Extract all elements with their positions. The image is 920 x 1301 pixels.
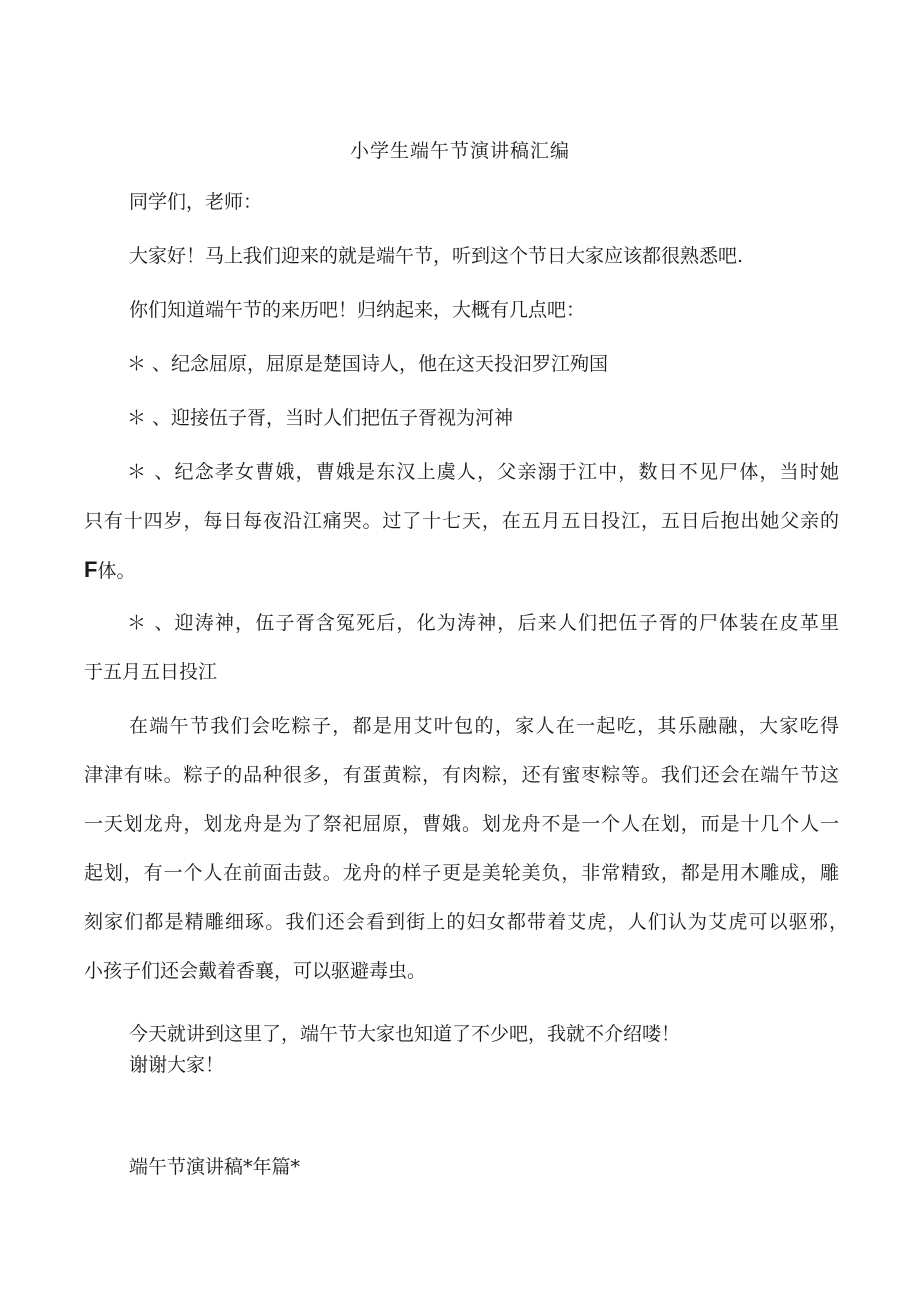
point-4-line-2: 于五月五日投江 xyxy=(84,661,218,683)
hello-paragraph: 大家好！马上我们迎来的就是端午节，听到这个节日大家应该都很熟悉吧. xyxy=(129,245,744,267)
body-line-1: 在端午节我们会吃粽子，都是用艾叶包的，家人在一起吃，其乐融融，大家吃得 xyxy=(129,715,839,737)
body-line-6: 小孩子们还会戴着香襄，可以驱避毒虫。 xyxy=(84,960,427,982)
closing-paragraph: 今天就讲到这里了，端午节大家也知道了不少吧，我就不介绍喽！ xyxy=(129,1023,681,1045)
next-section-title: 端午节演讲稿*年篇* xyxy=(129,1156,301,1178)
point-3-line-1: ＊ 、纪念孝女曹娥，曹娥是东汉上虞人，父亲溺于江中，数日不见尸体，当时她 xyxy=(127,461,839,483)
body-line-5: 刻家们都是精雕细琢。我们还会看到街上的妇女都带着艾虎，人们认为艾虎可以驱邪， xyxy=(84,911,848,933)
list-item-point-2: ＊ 、迎接伍子胥，当时人们把伍子胥视为河神 xyxy=(127,407,514,429)
list-item-point-1: ＊ 、纪念屈原，屈原是楚国诗人，他在这天投汩罗江殉国 xyxy=(127,353,609,375)
thanks-line: 谢谢大家！ xyxy=(129,1054,225,1076)
body-line-4: 起划，有一个人在前面击鼓。龙舟的样子更是美轮美负，非常精致，都是用木雕成，雕 xyxy=(84,862,839,884)
point-3-line-3 xyxy=(84,558,135,583)
point-3-glyph-f: F xyxy=(84,557,98,582)
intro-paragraph: 你们知道端午节的来历吧！归纳起来，大概有几点吧： xyxy=(129,299,586,321)
document-title: 小学生端午节演讲稿汇编 xyxy=(349,140,570,162)
point-4-line-1: ＊ 、迎涛神，伍子胥含冤死后，化为涛神，后来人们把伍子胥的尸体装在皮革里 xyxy=(127,612,839,634)
body-line-3: 一天划龙舟，划龙舟是为了祭祀屈原，曹娥。划龙舟不是一个人在划，而是十几个人一 xyxy=(84,813,839,835)
point-3-line-3-text: 体。 xyxy=(97,560,136,582)
greeting: 同学们，老师： xyxy=(129,191,263,213)
body-line-2: 津津有味。粽子的品种很多，有蛋黄粽，有肉粽，还有蜜枣粽等。我们还会在端午节这 xyxy=(84,764,839,786)
point-3-line-2: 只有十四岁，每日每夜沿江痛哭。过了十七天，在五月五日投江，五日后抱出她父亲的 xyxy=(84,510,839,532)
